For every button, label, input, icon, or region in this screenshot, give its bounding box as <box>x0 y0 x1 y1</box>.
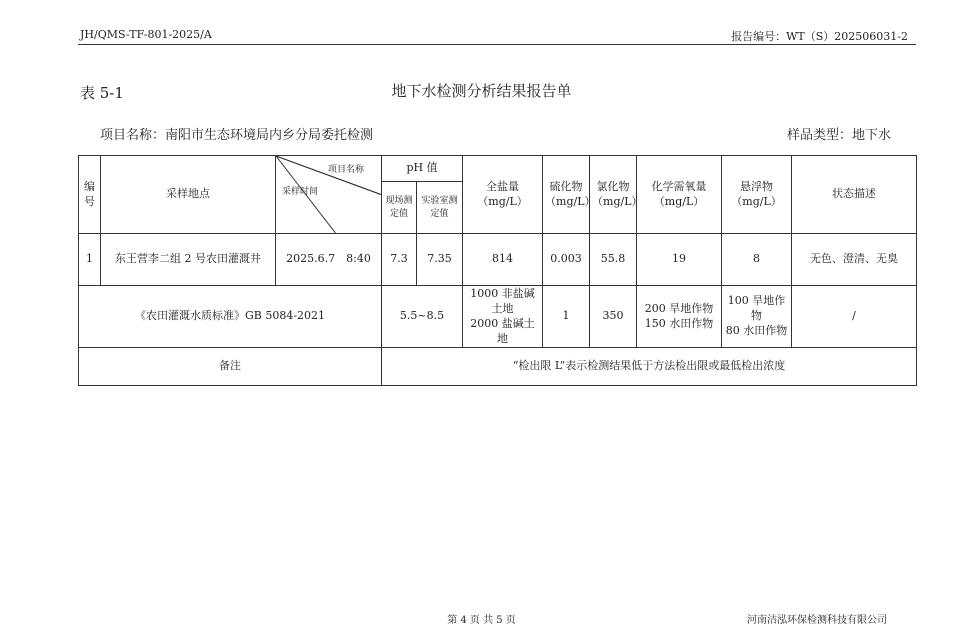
cell-no: 1 <box>79 234 101 286</box>
col-ph-lab: 实验室测定值 <box>417 182 463 234</box>
standard-cod <box>637 286 722 348</box>
standard-ss <box>722 286 792 348</box>
report-number: 报告编号：WT（S）202506031-2 <box>731 30 908 43</box>
col-cod-label: 化学需氧量 <box>651 179 707 193</box>
cell-sulfide: 0.003 <box>543 234 590 286</box>
page-number: 第 4 页 共 5 页 <box>447 615 516 626</box>
cell-ph-lab: 7.35 <box>417 234 463 286</box>
document-code: JH/QMS-TF-801-2025/A <box>80 28 212 41</box>
table-row <box>79 234 917 286</box>
col-ss-unit: （mg/L） <box>731 194 782 208</box>
standard-salt <box>463 286 543 348</box>
cell-status: 无色、澄清、无臭 <box>792 234 917 286</box>
col-ph-field: 现场测定值 <box>382 182 417 234</box>
standard-salt-2: 2000 盐碱土地 <box>470 316 535 345</box>
standard-chloride: 350 <box>590 286 637 348</box>
col-sulfide-unit: （mg/L） <box>545 194 596 208</box>
project-name: 项目名称：南阳市生态环境局内乡分局委托检测 <box>100 128 374 143</box>
cell-ss: 8 <box>722 234 792 286</box>
table-number: 表 5-1 <box>80 84 124 102</box>
standard-ss-2: 80 水田作物 <box>725 324 788 338</box>
col-status: 状态描述 <box>792 156 917 234</box>
diag-item-label: 项目名称 <box>328 165 365 175</box>
col-chloride-unit: （mg/L） <box>592 194 643 208</box>
col-no: 编号 <box>79 156 101 234</box>
standard-cod-2: 150 水田作物 <box>644 316 714 330</box>
cell-time: 2025.6.7 8:40 <box>276 234 382 286</box>
standard-sulfide: 1 <box>543 286 590 348</box>
header-divider <box>78 44 916 45</box>
col-chloride-label: 氯化物 <box>596 179 630 193</box>
col-ss-label: 悬浮物 <box>740 179 774 193</box>
standard-cod-1: 200 旱地作物 <box>644 301 714 315</box>
header-row <box>79 156 917 182</box>
cell-cod: 19 <box>637 234 722 286</box>
report-title: 地下水检测分析结果报告单 <box>391 82 572 100</box>
cell-site: 东王营李二组 2 号农田灌溉井 <box>101 234 276 286</box>
standard-ph: 5.5~8.5 <box>382 286 463 348</box>
remark-row <box>79 348 917 386</box>
col-cod <box>637 156 722 234</box>
col-diagonal-header <box>276 156 382 234</box>
standard-salt-1: 1000 非盐碱土地 <box>470 287 535 315</box>
col-salt <box>463 156 543 234</box>
col-ph: pH 值 <box>382 156 463 182</box>
cell-salt: 814 <box>463 234 543 286</box>
remark-label: 备注 <box>79 348 382 386</box>
col-salt-label: 全盐量 <box>486 179 520 193</box>
diag-time-label: 采样时间 <box>282 187 319 197</box>
col-ss <box>722 156 792 234</box>
col-site: 采样地点 <box>101 156 276 234</box>
standard-row <box>79 286 917 348</box>
standard-status: / <box>792 286 917 348</box>
col-sulfide-label: 硫化物 <box>549 179 583 193</box>
remark-text: “检出限 L”表示检测结果低于方法检出限或最低检出浓度 <box>382 348 917 386</box>
sample-type: 样品类型：地下水 <box>786 128 891 143</box>
company-name: 河南洁泓环保检测科技有限公司 <box>747 615 887 626</box>
col-sulfide <box>543 156 596 234</box>
standard-name: 《农田灌溉水质标准》GB 5084-2021 <box>79 286 382 348</box>
cell-ph-field: 7.3 <box>382 234 417 286</box>
col-salt-unit: （mg/L） <box>477 194 528 208</box>
col-chloride <box>590 156 643 234</box>
results-table <box>78 155 917 386</box>
cell-chloride: 55.8 <box>590 234 637 286</box>
standard-ss-1: 100 旱地作物 <box>727 294 786 323</box>
col-cod-unit: （mg/L） <box>653 194 705 208</box>
